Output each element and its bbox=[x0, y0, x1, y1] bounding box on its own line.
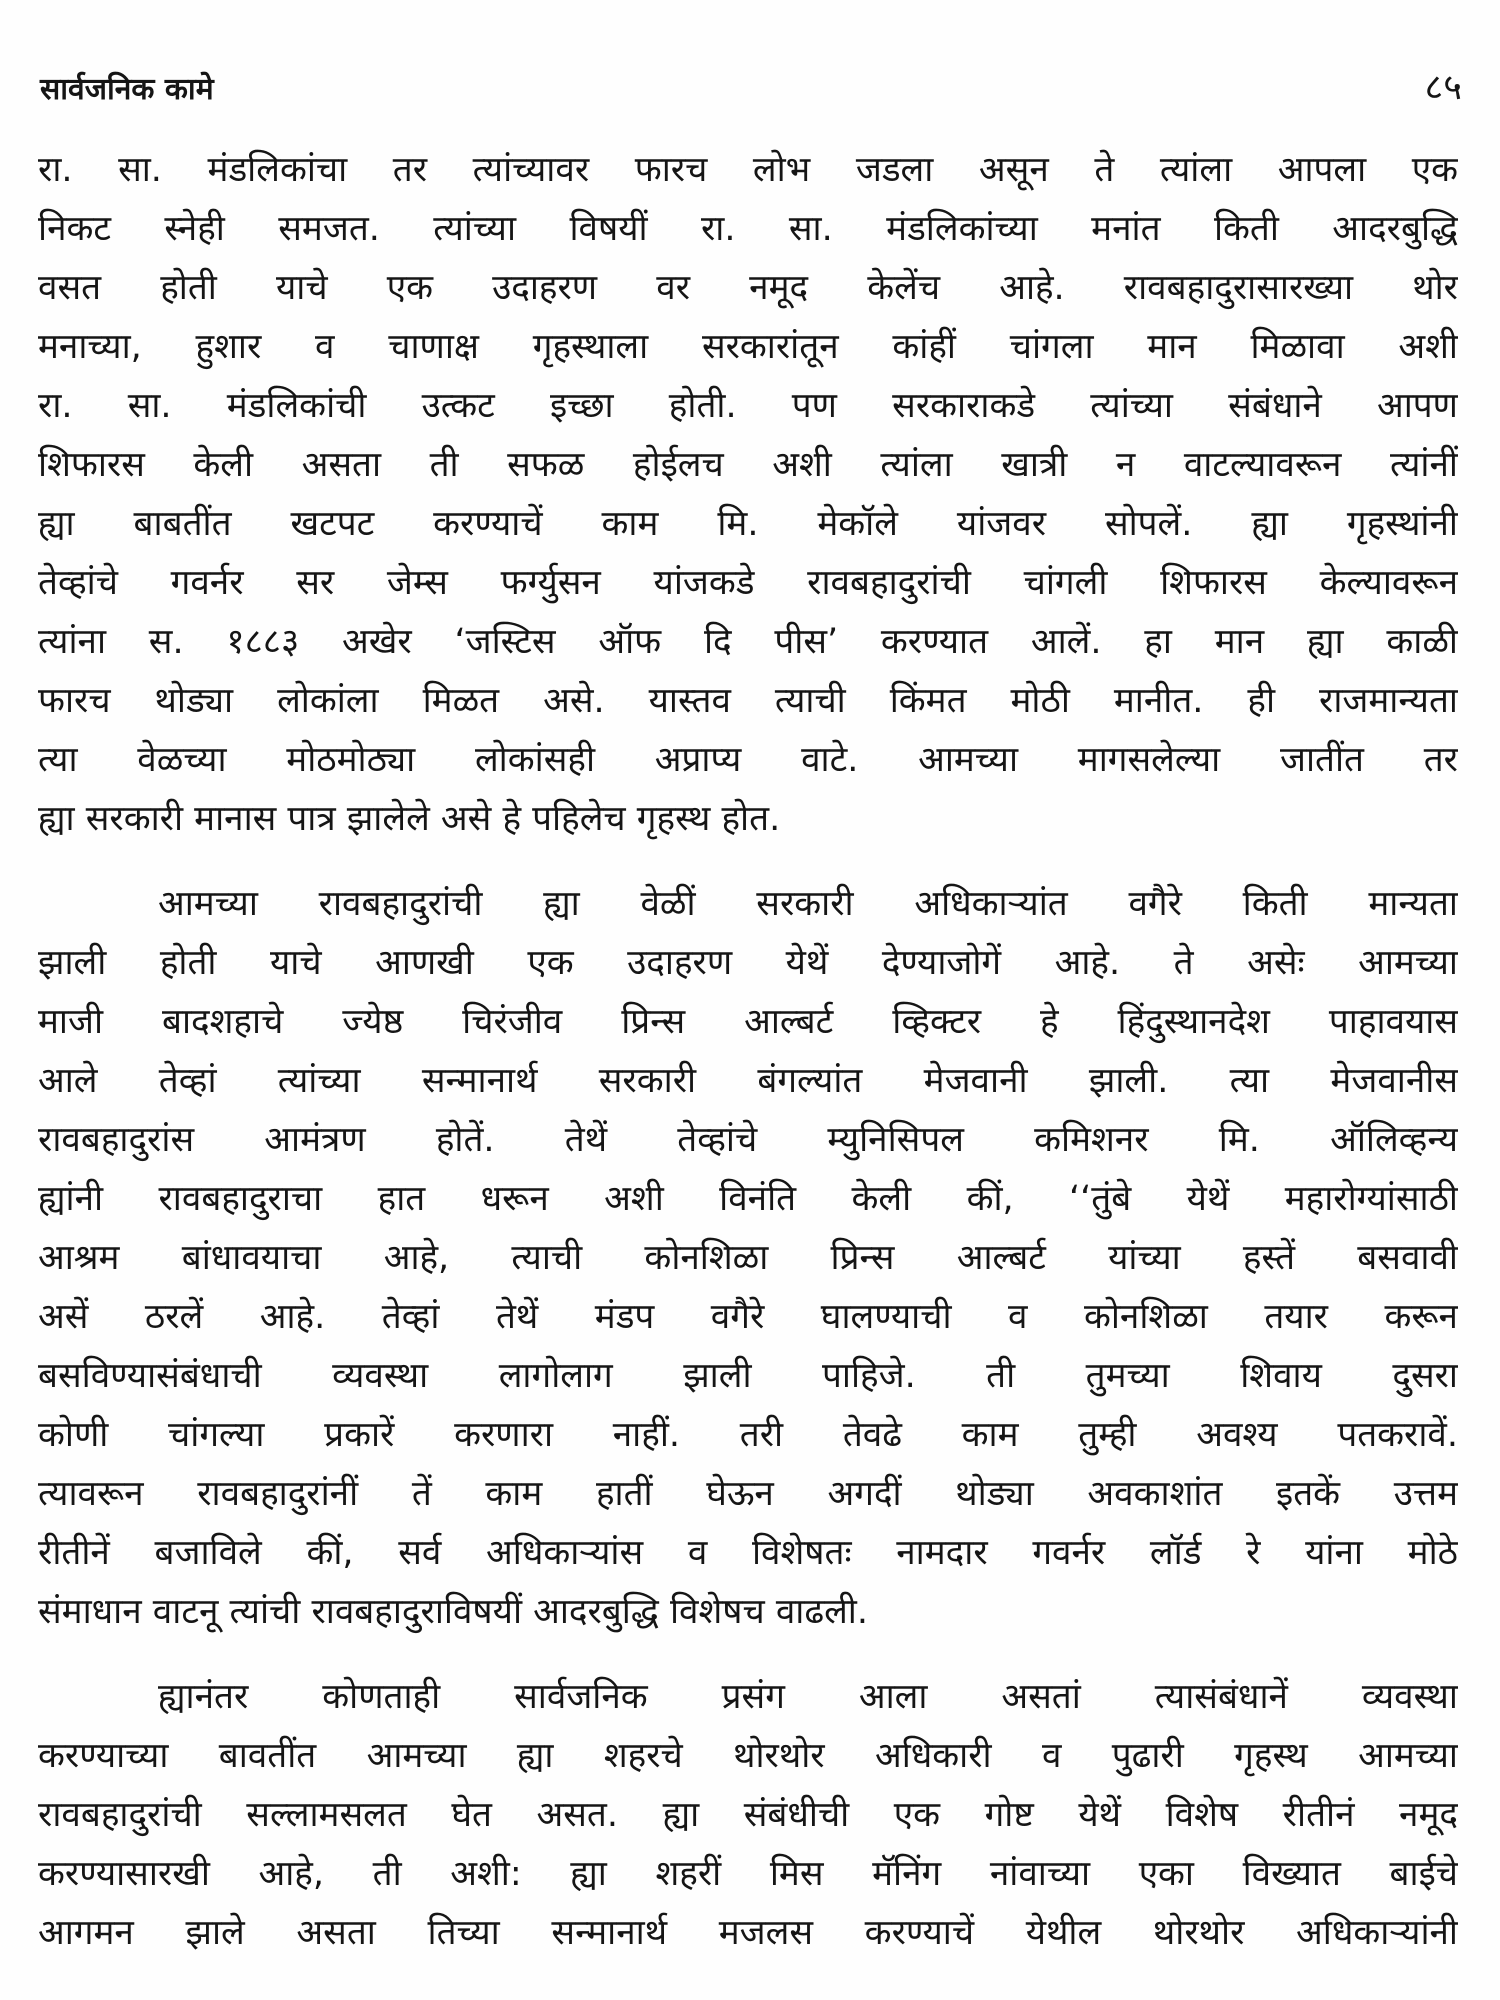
text-line: रा. सा. मंडलिकांची उत्कट इच्छा होती. पण सरकाराकडे त्यांच्या संबंधाने आपण bbox=[38, 386, 1458, 426]
paragraph-3 bbox=[38, 1675, 1458, 1970]
text-line: असें ठरलें आहे. तेव्हां तेथें मंडप वगैरे घालण्याची व कोनशिळा तयार करून bbox=[38, 1297, 1458, 1337]
text-line: शिफारस केली असता ती सफळ होईलच अशी त्यांला खात्री न वाटल्यावरून त्यांनीं bbox=[38, 445, 1458, 485]
text-line: रीतीनें बजाविले कीं, सर्व अधिकाऱ्यांस व विशेषतः नामदार गवर्नर लॉर्ड रे यांना मोठे bbox=[38, 1533, 1458, 1573]
text-line: ह्यानंतर कोणताही सार्वजनिक प्रसंग आला असतां त्यासंबंधानें व्यवस्था bbox=[158, 1677, 1458, 1717]
text-line: ह्या बाबतींत खटपट करण्याचें काम मि. मेकॉले यांजवर सोपलें. ह्या गृहस्थांनी bbox=[38, 504, 1458, 544]
text-line: वसत होती याचे एक उदाहरण वर नमूद केलेंच आहे. रावबहादुरासारख्या थोर bbox=[38, 268, 1458, 308]
text-line: त्यांना स. १८८३ अखेर ‘जस्टिस ऑफ दि पीस’ करण्यात आलें. हा मान ह्या काळी bbox=[38, 622, 1458, 662]
paragraph-gap bbox=[38, 856, 1458, 882]
text-line: रा. सा. मंडलिकांचा तर त्यांच्यावर फारच लोभ जडला असून ते त्यांला आपला एक bbox=[38, 150, 1458, 190]
text-line: करण्यासारखी आहे, ती अशी: ह्या शहरीं मिस मॅनिंग नांवाच्या एका विख्यात बाईचे bbox=[38, 1854, 1458, 1894]
text-line: झाली होती याचे आणखी एक उदाहरण येथें देण्याजोगें आहे. ते असेः आमच्या bbox=[38, 943, 1458, 983]
page-number: ८५ bbox=[1424, 67, 1462, 108]
text-line: संमाधान वाटनू त्यांची रावबहादुराविषयीं आदरबुद्धि विशेषच वाढली. bbox=[38, 1592, 868, 1632]
paragraph-1 bbox=[38, 148, 1458, 856]
text-line: निकट स्नेही समजत. त्यांच्या विषयीं रा. सा. मंडलिकांच्या मनांत किती आदरबुद्धि bbox=[38, 209, 1458, 249]
text-line: त्या वेळच्या मोठमोठ्या लोकांसही अप्राप्य वाटे. आमच्या मागसलेल्या जातींत तर bbox=[38, 740, 1458, 780]
text-line: आश्रम बांधावयाचा आहे, त्याची कोनशिळा प्रिन्स आल्बर्ट यांच्या हस्तें बसवावी bbox=[38, 1238, 1458, 1278]
text-line: रावबहादुरांस आमंत्रण होतें. तेथें तेव्हांचे म्युनिसिपल कमिशनर मि. ऑलिव्हन्य bbox=[38, 1120, 1458, 1160]
text-line: बसविण्यासंबंधाची व्यवस्था लागोलाग झाली पाहिजे. ती तुमच्या शिवाय दुसरा bbox=[38, 1356, 1458, 1396]
text-line: मनाच्या, हुशार व चाणाक्ष गृहस्थाला सरकारांतून कांहीं चांगला मान मिळावा अशी bbox=[38, 327, 1458, 367]
body-text bbox=[38, 148, 1458, 1970]
text-line: करण्याच्या बावतींत आमच्या ह्या शहरचे थोरथोर अधिकारी व पुढारी गृहस्थ आमच्या bbox=[38, 1736, 1458, 1776]
text-line: फारच थोड्या लोकांला मिळत असे. यास्तव त्याची किंमत मोठी मानीत. ही राजमान्यता bbox=[38, 681, 1458, 721]
text-line: आमच्या रावबहादुरांची ह्या वेळीं सरकारी अधिकाऱ्यांत वगैरे किती मान्यता bbox=[158, 884, 1458, 924]
paragraph-2 bbox=[38, 882, 1458, 1649]
text-line: कोणी चांगल्या प्रकारें करणारा नाहीं. तरी तेवढे काम तुम्ही अवश्य पतकरावें. bbox=[38, 1415, 1458, 1455]
text-line: रावबहादुरांची सल्लामसलत घेत असत. ह्या संबंधीची एक गोष्ट येथें विशेष रीतीनं नमूद bbox=[38, 1795, 1458, 1835]
text-line: आगमन झाले असता तिच्या सन्मानार्थ मजलस करण्याचें येथील थोरथोर अधिकाऱ्यांनी bbox=[38, 1913, 1458, 1953]
text-line: तेव्हांचे गवर्नर सर जेम्स फर्ग्युसन यांजकडे रावबहादुरांची चांगली शिफारस केल्यावरून bbox=[38, 563, 1458, 603]
paragraph-gap bbox=[38, 1649, 1458, 1675]
text-line: त्यावरून रावबहादुरांनीं तें काम हातीं घेऊन अगदीं थोड्या अवकाशांत इतकें उत्तम bbox=[38, 1474, 1458, 1514]
text-line: ह्या सरकारी मानास पात्र झालेले असे हे पहिलेच गृहस्थ होत. bbox=[38, 799, 781, 839]
text-line: आले तेव्हां त्यांच्या सन्मानार्थ सरकारी बंगल्यांत मेजवानी झाली. त्या मेजवानीस bbox=[38, 1061, 1458, 1101]
text-line: ह्यांनी रावबहादुराचा हात धरून अशी विनंति केली कीं, ‘‘तुंबे येथें महारोग्यांसाठी bbox=[38, 1179, 1458, 1219]
text-line: माजी बादशहाचे ज्येष्ठ चिरंजीव प्रिन्स आल्बर्ट व्हिक्टर हे हिंदुस्थानदेश पाहावयास bbox=[38, 1002, 1458, 1042]
running-title: सार्वजनिक कामे bbox=[40, 72, 214, 107]
